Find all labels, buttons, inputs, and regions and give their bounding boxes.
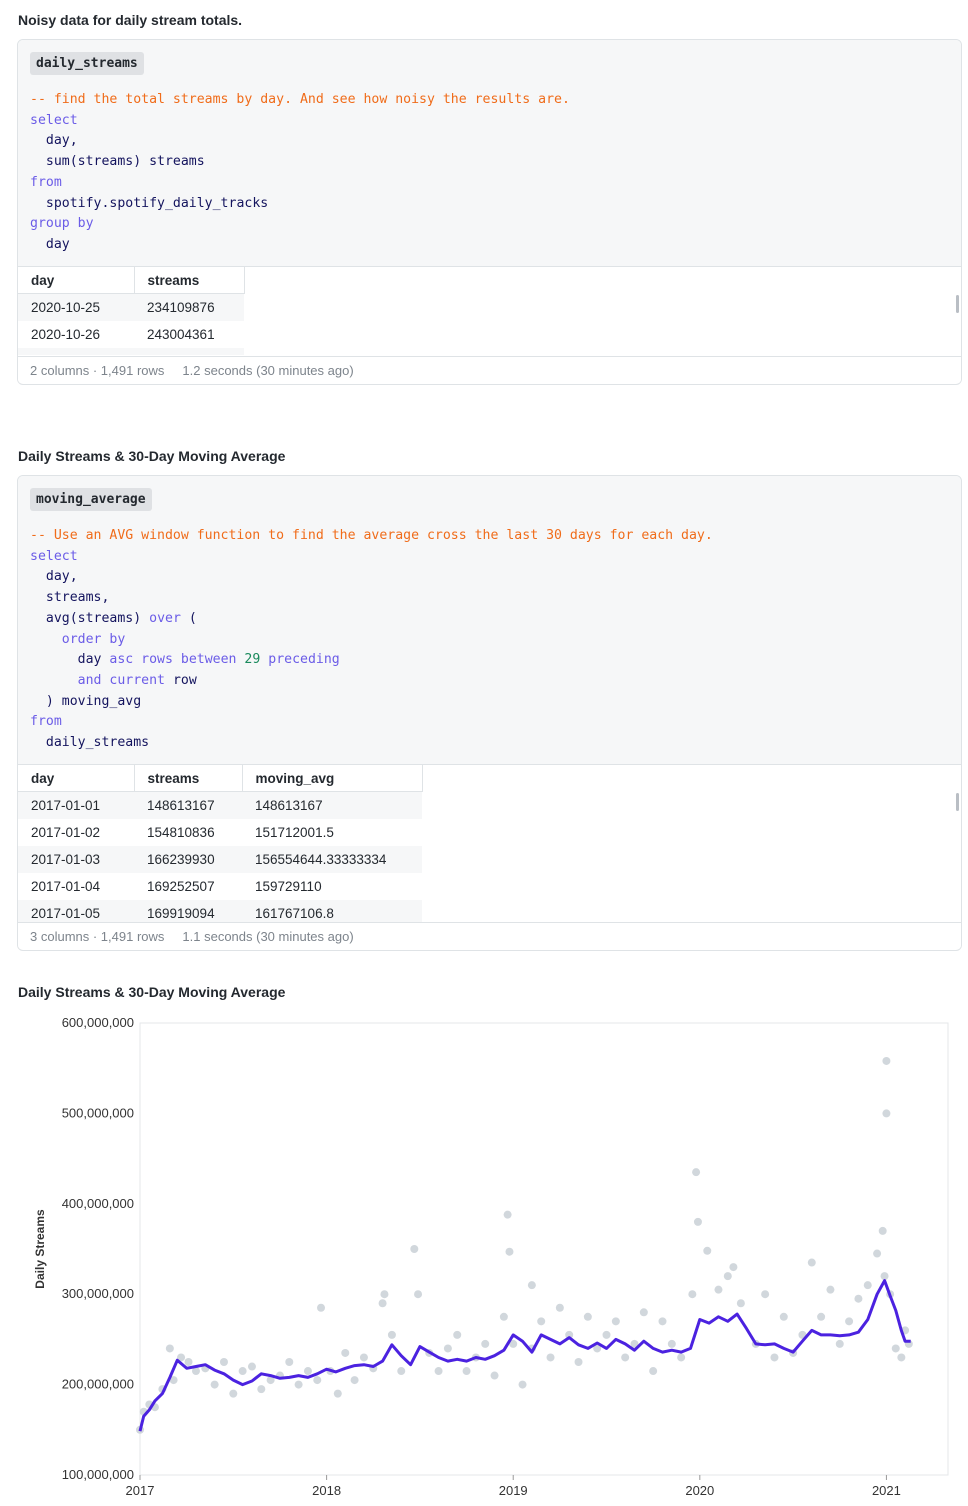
- data-point: [360, 1353, 368, 1361]
- data-point: [882, 1057, 890, 1065]
- y-tick-label: 100,000,000: [61, 1467, 134, 1482]
- cell-streams: 148613167: [134, 792, 242, 820]
- sql-code[interactable]: -- find the total streams by day. And see how noisy the results are. select day, sum(streams) streams from spotify.spotify_daily_tracks group by day: [30, 92, 570, 252]
- table-row: [18, 873, 422, 900]
- code-editor[interactable]: [18, 476, 961, 764]
- data-point: [435, 1367, 443, 1375]
- data-point: [211, 1381, 219, 1389]
- table-row: [18, 792, 422, 820]
- column-header-day[interactable]: day: [18, 765, 134, 792]
- cell-day: 2017-01-02: [31, 825, 101, 840]
- data-point: [854, 1295, 862, 1303]
- query-name-badge[interactable]: moving_average: [30, 488, 152, 511]
- y-tick-label: 200,000,000: [61, 1376, 134, 1392]
- data-point: [677, 1353, 685, 1361]
- data-point: [845, 1317, 853, 1325]
- plot-frame: [140, 1023, 948, 1475]
- y-axis-title: Daily Streams: [33, 1209, 47, 1289]
- table-scrollbar[interactable]: [956, 295, 959, 313]
- result-timing: 1.2 seconds (30 minutes ago): [182, 363, 354, 378]
- result-timing: 1.1 seconds (30 minutes ago): [182, 929, 354, 944]
- data-point: [836, 1340, 844, 1348]
- table-row: [18, 348, 244, 355]
- cell-streams: 169252507: [147, 879, 215, 894]
- data-point: [729, 1263, 737, 1271]
- data-point: [770, 1353, 778, 1361]
- data-point: [295, 1381, 303, 1389]
- data-point: [505, 1248, 513, 1256]
- data-point: [388, 1331, 396, 1339]
- data-point: [547, 1353, 555, 1361]
- y-tick-label: 600,000,000: [61, 1015, 134, 1030]
- sql-code[interactable]: -- Use an AVG window function to find the average cross the last 30 days for each day. select day, streams, avg(streams) over ( order by day asc rows between 29 preceding and current row ) moving_avg from daily_streams: [30, 528, 713, 751]
- x-tick-label: 2017: [125, 1483, 155, 1498]
- query-cell-daily-streams: [17, 39, 962, 385]
- data-point: [463, 1367, 471, 1375]
- data-point: [528, 1281, 536, 1289]
- data-point: [649, 1367, 657, 1375]
- data-point: [380, 1290, 388, 1298]
- cell-moving-avg: 151712001.5: [255, 825, 334, 840]
- data-point: [220, 1358, 228, 1366]
- data-point: [694, 1218, 702, 1226]
- cell-day: 2020-10-26: [31, 327, 101, 342]
- data-point: [703, 1247, 711, 1255]
- column-header-streams[interactable]: streams: [134, 267, 244, 294]
- data-point: [341, 1349, 349, 1357]
- data-point: [334, 1390, 342, 1398]
- data-point: [668, 1340, 676, 1348]
- result-meta: 2 columns · 1,491 rows: [30, 363, 165, 378]
- data-point: [688, 1290, 696, 1298]
- cell-day: 2017-01-03: [18, 846, 134, 873]
- x-tick-label: 2021: [871, 1483, 901, 1498]
- data-point: [185, 1358, 193, 1366]
- cell-streams: 234109876: [134, 294, 244, 322]
- x-tick-label: 2020: [685, 1483, 715, 1498]
- data-point: [584, 1313, 592, 1321]
- data-point: [444, 1344, 452, 1352]
- x-tick-label: 2019: [498, 1483, 528, 1498]
- cell-streams: 169919094: [134, 900, 242, 923]
- y-tick-label: 500,000,000: [61, 1105, 134, 1121]
- results-footer: [18, 922, 961, 949]
- cell-streams: 243004361: [147, 327, 215, 342]
- data-point: [826, 1286, 834, 1294]
- cell-day: 2020-10-25: [18, 294, 134, 322]
- data-point: [481, 1340, 489, 1348]
- data-point: [248, 1363, 256, 1371]
- data-point: [692, 1168, 700, 1176]
- query-cell-moving-average: [17, 475, 962, 951]
- data-point: [761, 1290, 769, 1298]
- section-title-moving-average: Daily Streams & 30-Day Moving Average: [18, 448, 286, 464]
- table-row: [18, 900, 422, 923]
- results-table: [18, 764, 961, 923]
- data-point: [317, 1304, 325, 1312]
- line-chart: [0, 1010, 968, 1506]
- x-tick-label: 2018: [312, 1483, 342, 1498]
- data-point: [864, 1281, 872, 1289]
- data-point: [257, 1385, 265, 1393]
- data-point: [724, 1272, 732, 1280]
- data-point: [229, 1390, 237, 1398]
- code-editor[interactable]: [18, 40, 961, 266]
- data-point: [453, 1331, 461, 1339]
- data-point: [879, 1227, 887, 1235]
- data-point: [556, 1304, 564, 1312]
- data-point: [313, 1376, 321, 1384]
- y-tick-label: 300,000,000: [61, 1286, 134, 1302]
- cell-day: 2017-01-04: [31, 879, 101, 894]
- data-point: [714, 1286, 722, 1294]
- table-row: [18, 819, 422, 846]
- data-point: [612, 1317, 620, 1325]
- cell-day: 2017-01-05: [18, 900, 134, 923]
- cell-streams: 154810836: [147, 825, 215, 840]
- table-row: [18, 846, 422, 873]
- data-point: [285, 1358, 293, 1366]
- y-tick-label: 400,000,000: [61, 1195, 134, 1211]
- data-point: [414, 1290, 422, 1298]
- data-point: [537, 1317, 545, 1325]
- data-point: [897, 1353, 905, 1361]
- query-name-badge[interactable]: daily_streams: [30, 52, 144, 75]
- cell-moving-avg: 159729110: [255, 879, 322, 894]
- cell-day: 2017-01-01: [18, 792, 134, 820]
- data-point: [621, 1353, 629, 1361]
- result-meta: 3 columns · 1,491 rows: [30, 929, 165, 944]
- data-point: [491, 1372, 499, 1380]
- cell-moving-avg: 148613167: [242, 792, 422, 820]
- data-point: [817, 1313, 825, 1321]
- results-footer: [18, 356, 961, 383]
- column-header-moving-avg[interactable]: moving_avg: [242, 765, 422, 792]
- data-point: [504, 1211, 512, 1219]
- column-header-streams[interactable]: streams: [134, 765, 242, 792]
- data-point: [881, 1272, 889, 1280]
- table-row: [18, 321, 244, 348]
- data-point: [892, 1344, 900, 1352]
- data-point: [304, 1367, 312, 1375]
- cell-streams: 166239930: [134, 846, 242, 873]
- data-point: [603, 1331, 611, 1339]
- data-point: [808, 1259, 816, 1267]
- data-point: [575, 1358, 583, 1366]
- table-row: [18, 294, 244, 322]
- data-point: [882, 1109, 890, 1117]
- data-point: [410, 1245, 418, 1253]
- data-point: [737, 1299, 745, 1307]
- results-table: [18, 266, 961, 355]
- data-point: [640, 1308, 648, 1316]
- chart-title: Daily Streams & 30-Day Moving Average: [18, 984, 286, 1000]
- data-point: [239, 1367, 247, 1375]
- data-point: [166, 1344, 174, 1352]
- data-point: [658, 1317, 666, 1325]
- cell-moving-avg: 161767106.8: [242, 900, 422, 923]
- section-title-daily-streams: Noisy data for daily stream totals.: [18, 12, 243, 28]
- data-point: [379, 1299, 387, 1307]
- data-point: [873, 1250, 881, 1258]
- cell-moving-avg: 156554644.33333334: [242, 846, 422, 873]
- data-point: [519, 1381, 527, 1389]
- data-point: [397, 1367, 405, 1375]
- data-point: [351, 1376, 359, 1384]
- data-point: [500, 1313, 508, 1321]
- table-scrollbar[interactable]: [956, 793, 959, 811]
- column-header-day[interactable]: day: [18, 267, 134, 294]
- data-point: [780, 1313, 788, 1321]
